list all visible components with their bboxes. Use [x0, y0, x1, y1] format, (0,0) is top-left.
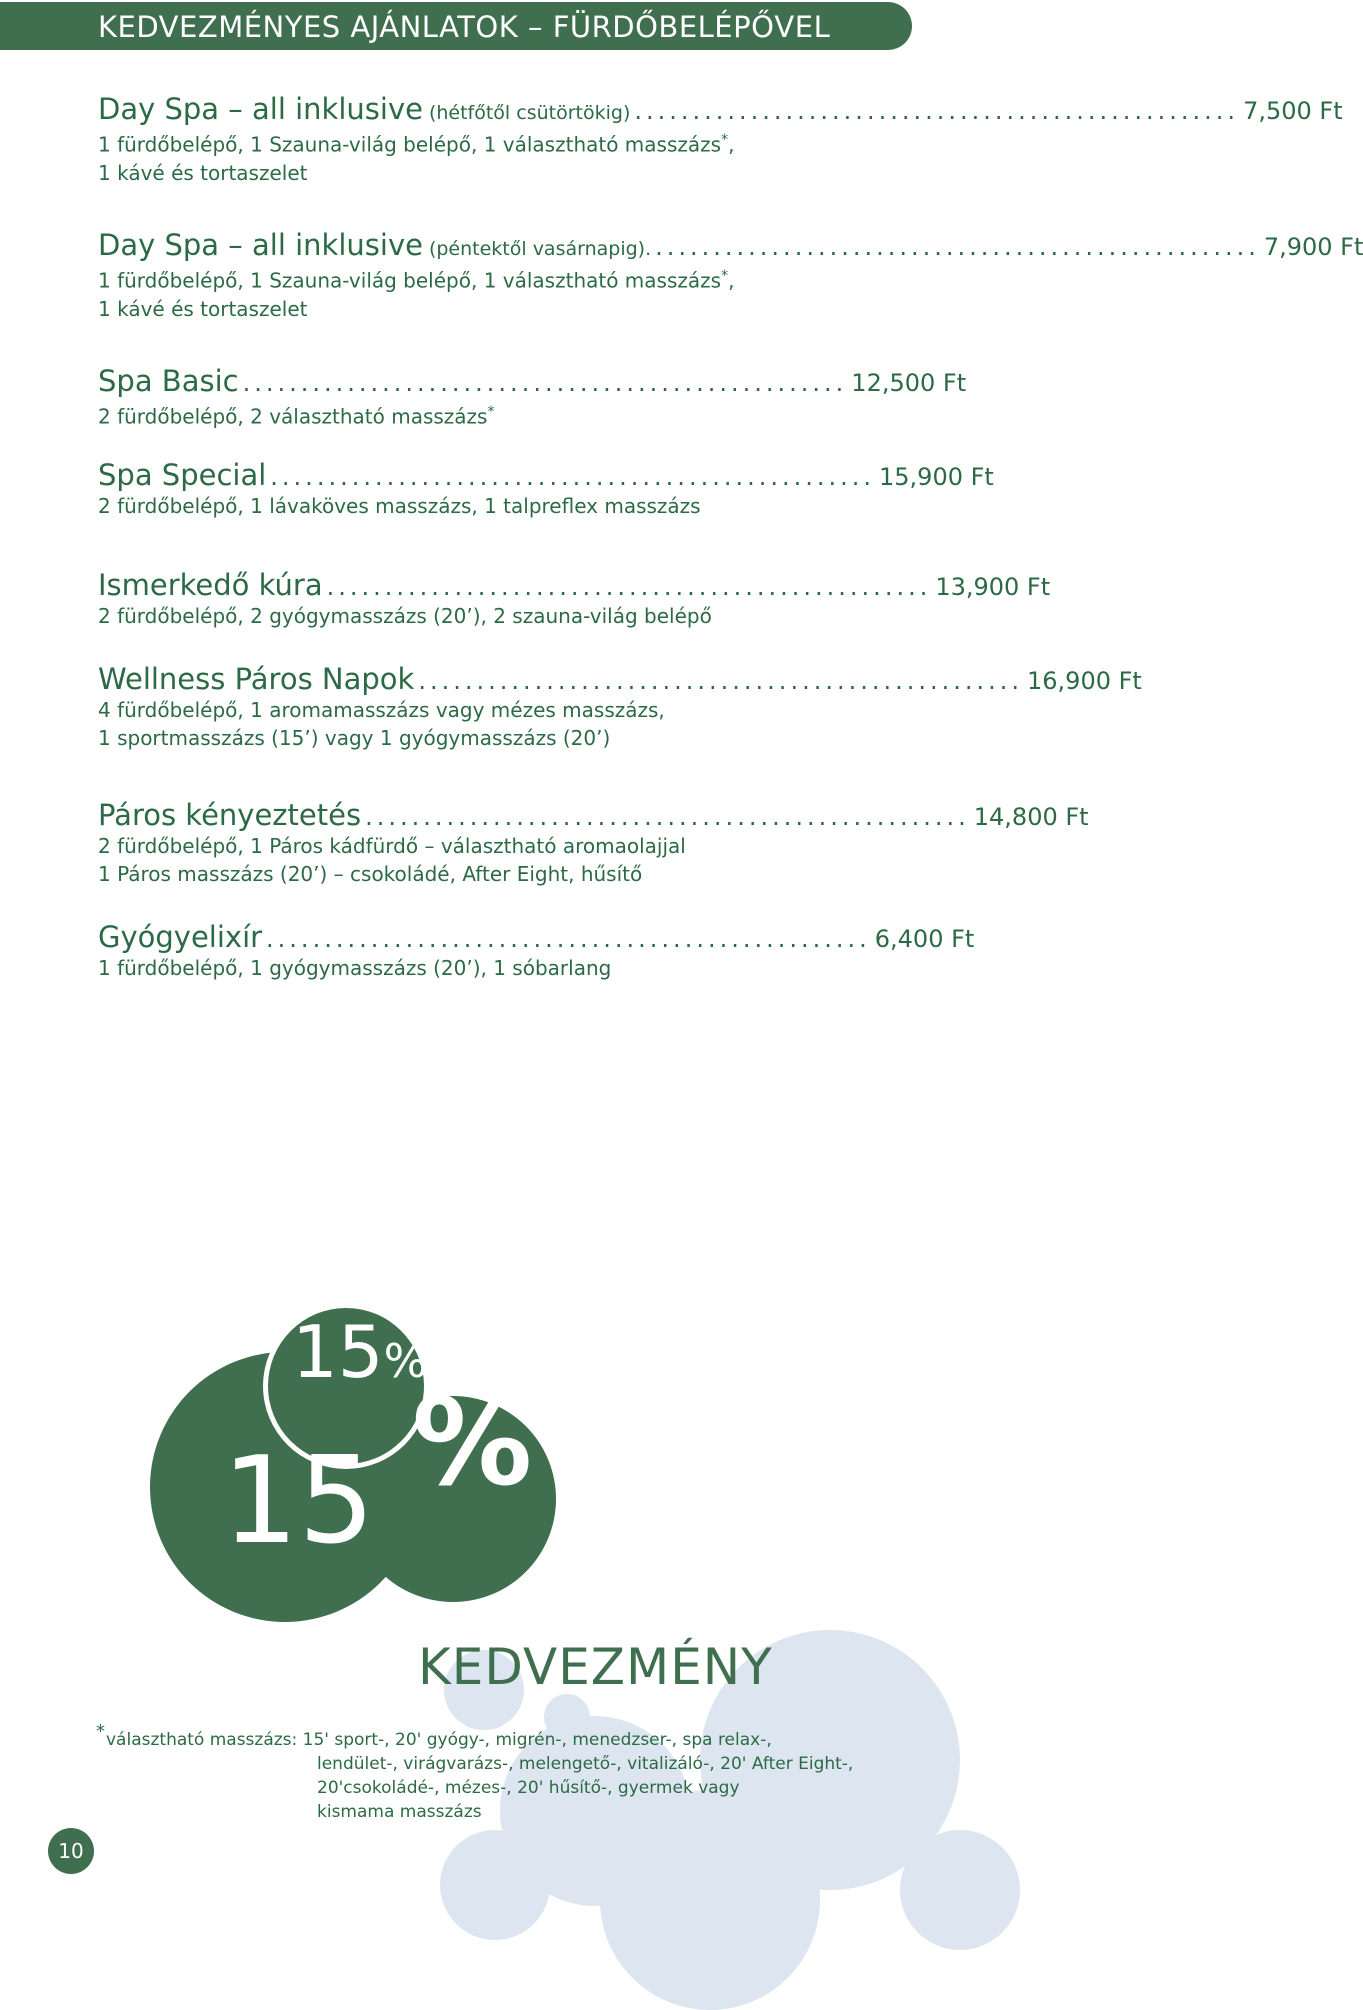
offer-line	[98, 568, 1051, 602]
offer-name: Páros kényeztetés	[98, 798, 362, 832]
offer-description: 4 fürdőbelépő, 1 aromamasszázs vagy mézes masszázs,	[98, 698, 665, 722]
footnote-line: választható masszázs: 15' sport-, 20' gyógy-, migrén-, menedzser-, spa relax-,	[106, 1730, 772, 1750]
discount-small-number	[292, 1310, 428, 1394]
offer-description: 1 Páros masszázs (20’) – csokoládé, After Eight, hűsítő	[98, 862, 643, 886]
offer-item	[98, 920, 975, 982]
footnote-marker: *	[721, 132, 729, 148]
discount-big-percent: %	[412, 1374, 533, 1513]
discount-small-value: 15	[292, 1310, 384, 1394]
offer-description: 2 fürdőbelépő, 1 lávaköves masszázs, 1 talpreflex masszázs	[98, 494, 701, 518]
dot-leader: ....................................................	[365, 803, 970, 831]
dot-leader: ....................................................	[634, 97, 1240, 125]
offer-price: 7,900 Ft	[1263, 233, 1363, 261]
offer-name: Wellness Páros Napok	[98, 662, 415, 696]
offer-item	[98, 568, 1051, 630]
offer-line	[98, 458, 994, 492]
offer-item	[98, 458, 994, 520]
offer-price: 6,400 Ft	[874, 925, 975, 953]
offer-item	[98, 798, 1089, 888]
offer-description: 1 sportmasszázs (15’) vagy 1 gyógymasszázs (20’)	[98, 726, 611, 750]
offer-item	[98, 662, 1142, 752]
offer-line	[98, 228, 1363, 262]
offer-item	[98, 92, 1343, 187]
offer-line	[98, 364, 967, 398]
dot-leader: ....................................................	[242, 369, 848, 397]
discount-label: KEDVEZMÉNY	[418, 1638, 773, 1696]
page-number-badge: 10	[48, 1828, 94, 1874]
offer-line	[98, 920, 975, 954]
offer-description: 1 kávé és tortaszelet	[98, 296, 308, 321]
discount-small-percent: %	[383, 1334, 428, 1388]
offer-note: (péntektől vasárnapig).	[428, 238, 652, 260]
footnote-marker: *	[487, 404, 495, 420]
decorative-bubble	[900, 1830, 1020, 1950]
offer-note: (hétfőtől csütörtökig)	[428, 102, 631, 124]
page-title: KEDVEZMÉNYES AJÁNLATOK – FÜRDŐBELÉPŐVEL	[98, 10, 831, 44]
dot-leader: ....................................................	[655, 233, 1260, 261]
footnote-marker: *	[721, 268, 729, 284]
dot-leader: ....................................................	[418, 667, 1024, 695]
offer-name: Gyógyelixír	[98, 920, 263, 954]
header-bar	[0, 2, 912, 50]
discount-graphic	[0, 1270, 960, 1926]
offer-description: 2 fürdőbelépő, 2 gyógymasszázs (20’), 2 szauna-világ belépő	[98, 604, 712, 628]
offer-price: 14,800 Ft	[973, 803, 1089, 831]
footnote	[96, 1721, 854, 1824]
offer-description: 1 fürdőbelépő, 1 Szauna-világ belépő, 1 választható masszázs*,	[98, 268, 735, 293]
offer-price: 12,500 Ft	[851, 369, 967, 397]
offer-line	[98, 798, 1089, 832]
footnote-line: 20'csokoládé-, mézes-, 20' hűsítő-, gyermek vagy	[317, 1778, 740, 1798]
offer-item	[98, 364, 967, 431]
decorative-bubble	[440, 1830, 550, 1940]
offer-name: Spa Basic	[98, 364, 239, 398]
offer-name: Spa Special	[98, 458, 267, 492]
footnote-asterisk: *	[96, 1721, 105, 1742]
offer-price: 16,900 Ft	[1027, 667, 1142, 695]
dot-leader: ....................................................	[270, 463, 875, 491]
offer-price: 7,500 Ft	[1243, 97, 1343, 125]
offer-description: 1 kávé és tortaszelet	[98, 160, 308, 185]
footnote-line: lendület-, virágvarázs-, melengető-, vitalizáló-, 20' After Eight-,	[317, 1754, 854, 1774]
offer-item	[98, 228, 1363, 323]
offer-description: 2 fürdőbelépő, 2 választható masszázs*	[98, 404, 495, 429]
offer-price: 15,900 Ft	[879, 463, 994, 491]
offer-name: Ismerkedő kúra	[98, 568, 323, 602]
dot-leader: ....................................................	[266, 925, 871, 953]
footnote-line: kismama masszázs	[317, 1802, 482, 1822]
offer-description: 1 fürdőbelépő, 1 Szauna-világ belépő, 1 választható masszázs*,	[98, 132, 735, 157]
dot-leader: ....................................................	[326, 573, 932, 601]
offer-name: Day Spa – all inklusive	[98, 92, 423, 126]
discount-big-number: 15	[222, 1432, 375, 1571]
offer-line	[98, 92, 1343, 126]
offer-price: 13,900 Ft	[935, 573, 1051, 601]
offer-description: 2 fürdőbelépő, 1 Páros kádfürdő – választható aromaolajjal	[98, 834, 686, 858]
offer-name: Day Spa – all inklusive	[98, 228, 423, 262]
offer-line	[98, 662, 1142, 696]
offer-description: 1 fürdőbelépő, 1 gyógymasszázs (20’), 1 sóbarlang	[98, 956, 612, 980]
